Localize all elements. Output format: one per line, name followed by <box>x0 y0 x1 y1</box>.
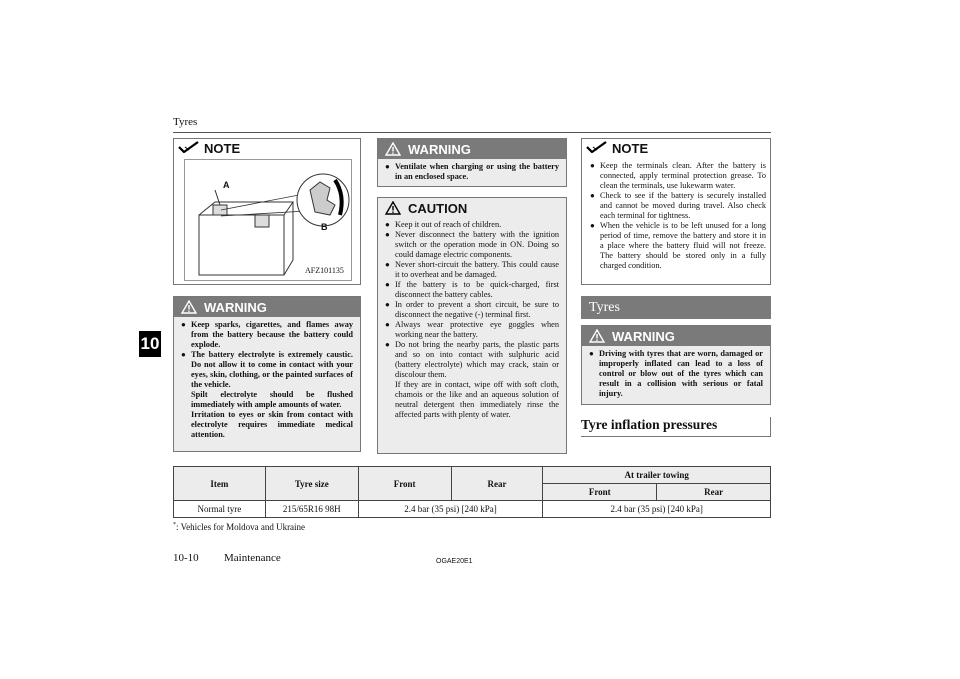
note-figure-box <box>173 138 361 285</box>
caution-paragraph: If they are in contact, wipe off with soft cloth, chamois or the like and an aqueous solution of neutral detergent then immediately rinse the affected parts with plenty of water. <box>395 380 559 419</box>
caution-heading: CAUTION <box>378 198 566 218</box>
warning-triangle-icon <box>378 142 408 156</box>
bullet-icon: ● <box>385 300 390 309</box>
caution-triangle-icon <box>378 201 408 215</box>
note-heading: NOTE <box>174 139 360 156</box>
bullet-icon: ● <box>181 320 186 329</box>
chapter-tab: 10 <box>139 331 161 357</box>
bullet-icon: ● <box>590 221 595 230</box>
warning-triangle-icon <box>582 329 612 343</box>
bullet-icon: ● <box>385 340 390 349</box>
caution-item: ● Always wear protective eye goggles when working near the battery. <box>385 320 559 339</box>
header-front: Front <box>358 467 451 501</box>
caution-item: ● Never disconnect the battery with the ignition switch or the operation mode in ON. Doing so could damage electric components. <box>385 230 559 259</box>
warning-box-ventilate <box>377 138 567 187</box>
bullet-icon: ● <box>589 349 594 358</box>
cell-tyre-size: 215/65R16 98H <box>265 501 358 518</box>
bullet-icon: ● <box>385 260 390 269</box>
warning-heading: WARNING <box>582 326 770 346</box>
warning-item: ● Driving with tyres that are worn, damaged or improperly inflated can lead to a loss of control or blow out of the tyres which can result in a collision with serious or fatal injury. <box>589 349 763 398</box>
warning-paragraph: Irritation to eyes or skin from contact with electrolyte requires immediate medical attention. <box>191 410 353 439</box>
figure-label-b: B <box>321 222 328 232</box>
page-header-title: Tyres <box>173 116 198 128</box>
header-rule <box>173 132 771 133</box>
note-item: ● Check to see if the battery is securely installed and cannot be moved during travel. Also check each terminal for tightness. <box>590 191 766 220</box>
header-tyre-size: Tyre size <box>265 467 358 501</box>
page-number: 10-10 <box>173 552 199 564</box>
warning-box-tyres <box>581 325 771 405</box>
warning-item: ● Ventilate when charging or using the battery in an enclosed space. <box>385 162 559 181</box>
caution-item: ● Never short-circuit the battery. This could cause it to overheat and be damaged. <box>385 260 559 279</box>
warning-item: ● The battery electrolyte is extremely caustic. Do not allow it to come in contact with your eyes, skin, clothing, or the painted surfaces of the vehicle. <box>181 350 353 389</box>
header-trailer: At trailer towing <box>543 467 771 484</box>
bullet-icon: ● <box>181 350 186 359</box>
table-footnote: *: Vehicles for Moldova and Ukraine <box>173 522 306 532</box>
tyre-pressure-table <box>173 466 771 518</box>
figure-code: AFZ101135 <box>305 266 344 275</box>
figure-label-a: A <box>223 180 230 190</box>
caution-item: ● Do not bring the nearby parts, the plastic parts and so on into contact with sulphuric acid (battery electrolyte) which may crack, stain or discolour them. <box>385 340 559 379</box>
footer-section-name: Maintenance <box>224 552 281 564</box>
bullet-icon: ● <box>385 320 390 329</box>
header-trailer-rear: Rear <box>657 484 771 501</box>
warning-heading: WARNING <box>378 139 566 159</box>
cell-trailer-pressure: 2.4 bar (35 psi) [240 kPa] <box>543 501 771 518</box>
table-row <box>174 501 771 518</box>
warning-paragraph: Spilt electrolyte should be flushed immediately with ample amounts of water. <box>191 390 353 409</box>
pencil-icon <box>178 141 200 156</box>
caution-box <box>377 197 567 454</box>
battery-terminal-illustration <box>185 160 351 280</box>
bullet-icon: ● <box>590 191 595 200</box>
warning-triangle-icon <box>174 300 204 314</box>
header-trailer-front: Front <box>543 484 657 501</box>
warning-heading: WARNING <box>174 297 360 317</box>
bullet-icon: ● <box>385 220 390 229</box>
subsection-rule <box>581 436 771 437</box>
pencil-icon <box>586 141 608 156</box>
document-code: OGAE20E1 <box>436 558 473 565</box>
subsection-title: Tyre inflation pressures <box>581 417 718 432</box>
caution-item: ● If the battery is to be quick-charged, first disconnect the battery cables. <box>385 280 559 299</box>
cell-item: Normal tyre <box>174 501 266 518</box>
warning-box-battery <box>173 296 361 452</box>
bullet-icon: ● <box>385 162 390 171</box>
note-battery-box <box>581 138 771 285</box>
cell-normal-pressure: 2.4 bar (35 psi) [240 kPa] <box>358 501 543 518</box>
warning-item: ● Keep sparks, cigarettes, and flames away from the battery because the battery could explode. <box>181 320 353 349</box>
bullet-icon: ● <box>385 230 390 239</box>
header-rear: Rear <box>451 467 543 501</box>
note-item: ● When the vehicle is to be left unused for a long period of time, remove the battery and store it in a place where the battery fluid will not freeze. The battery should be stored only in a fully charged condition. <box>590 221 766 270</box>
note-item: ● Keep the terminals clean. After the battery is connected, apply terminal protection grease. To clean the terminals, use lukewarm water. <box>590 161 766 190</box>
caution-item: ● Keep it out of reach of children. <box>385 220 502 229</box>
caution-item: ● In order to prevent a short circuit, be sure to disconnect the negative (-) terminal first. <box>385 300 559 319</box>
header-item: Item <box>174 467 266 501</box>
note-heading: NOTE <box>586 141 646 156</box>
battery-figure <box>184 159 352 281</box>
bullet-icon: ● <box>385 280 390 289</box>
section-title-tyres: Tyres <box>581 296 771 319</box>
bullet-icon: ● <box>590 161 595 170</box>
subsection-rule-vertical <box>770 417 771 437</box>
